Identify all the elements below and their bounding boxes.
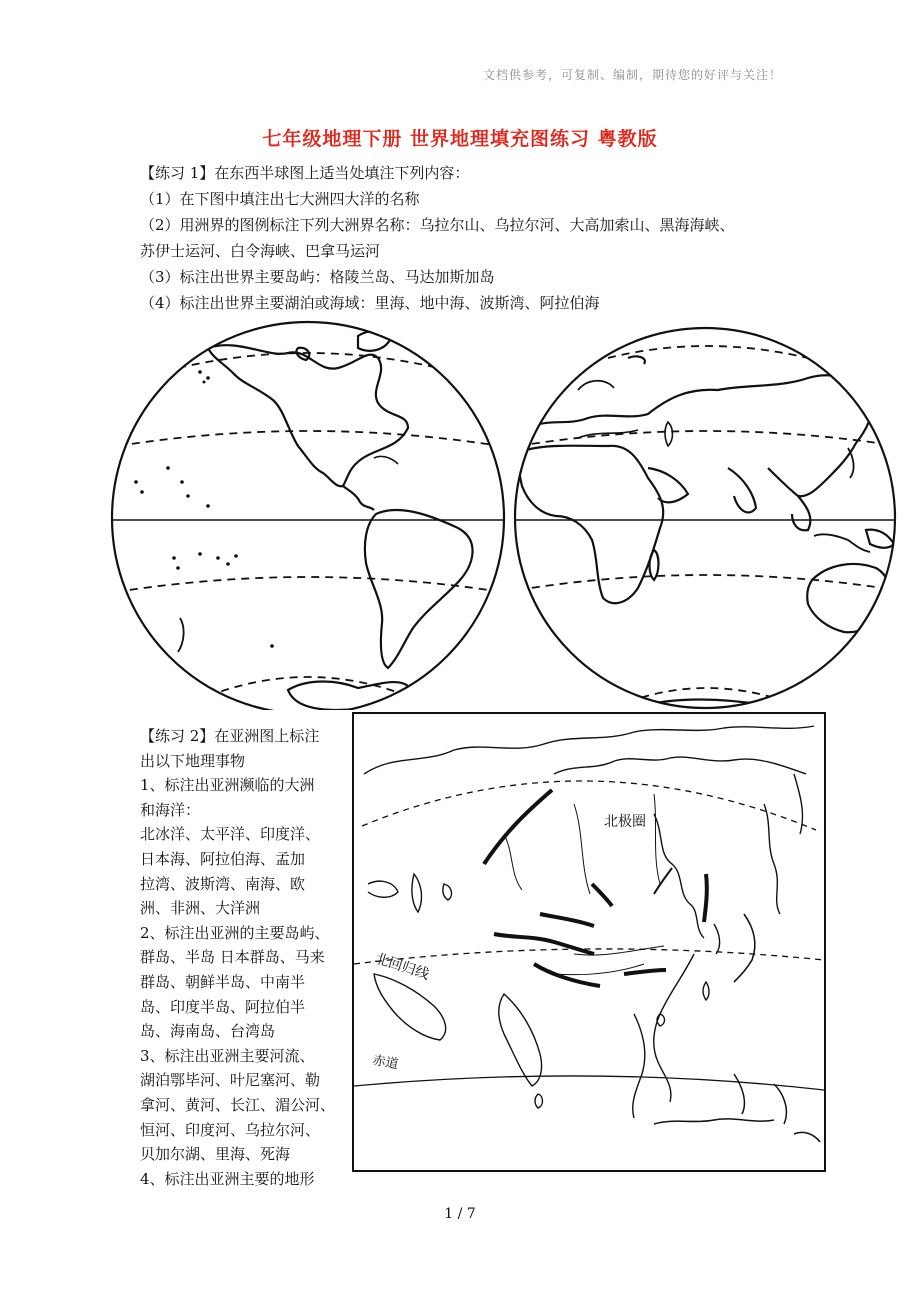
exercise2-text [140, 724, 340, 1191]
exercise2-line: 日本海、阿拉伯海、孟加 [140, 849, 306, 868]
asia-map-drawing [354, 714, 824, 1170]
exercise2-line: 群岛、半岛 日本群岛、马来 [140, 948, 325, 967]
exercise1-item: （4）标注出世界主要湖泊或海域：里海、地中海、波斯湾、阿拉伯海 [140, 294, 600, 312]
eastern-hemisphere [508, 328, 908, 710]
exercise2-line: 3、标注出亚洲主要河流、 [140, 1046, 315, 1065]
exercise2-line: 湖泊鄂毕河、叶尼塞河、勒 [140, 1071, 321, 1090]
exercise2-line: 岛、海南岛、台湾岛 [140, 1022, 276, 1041]
world-hemispheres-map [108, 318, 914, 710]
page-title: 七年级地理下册 世界地理填充图练习 粤教版 [262, 128, 658, 150]
arctic-circle-label: 北极圈 [604, 814, 646, 830]
tropic-of-cancer-label: 北回归线 [372, 950, 431, 984]
exercise2-line: 拿河、黄河、长江、湄公河、 [140, 1095, 336, 1114]
exercise1-item: 苏伊士运河、白令海峡、巴拿马运河 [140, 242, 381, 260]
equator-line [354, 1076, 824, 1090]
arctic-circle-line [362, 781, 816, 830]
exercise2-line: 1、标注出亚洲濒临的大洲 [140, 776, 315, 795]
exercise2-line: 出以下地理事物 [140, 751, 246, 770]
exercise2-line: 拉湾、波斯湾、南海、欧 [140, 874, 306, 893]
exercise2-line: 洲、非洲、大洋洲 [140, 899, 261, 918]
equator-label: 赤道 [371, 1053, 400, 1073]
exercise2-line: 恒河、印度河、乌拉尔河、 [140, 1120, 321, 1139]
western-hemisphere [108, 322, 508, 710]
exercise2-line: 岛、印度半岛、阿拉伯半 [140, 997, 306, 1016]
exercise2-line: 【练习 2】在亚洲图上标注 [140, 727, 320, 745]
exercise1-item: （2）用洲界的图例标注下列大洲界名称：乌拉尔山、乌拉尔河、大高加索山、黑海海峡、 [140, 216, 735, 234]
header-note: 文档供参考，可复制、编制，期待您的好评与关注！ [482, 68, 782, 82]
exercise2-line: 2、标注出亚洲的主要岛屿、 [140, 923, 330, 942]
exercise1-item: （3）标注出世界主要岛屿：格陵兰岛、马达加斯加岛 [140, 268, 495, 286]
exercise1-heading: 【练习 1】在东西半球图上适当处填注下列内容： [140, 164, 470, 182]
exercise2-line: 贝加尔湖、里海、死海 [140, 1145, 291, 1164]
exercise2-line: 北冰洋、太平洋、印度洋、 [140, 825, 321, 844]
exercise2-line: 4、标注出亚洲主要的地形 [140, 1169, 315, 1188]
exercise1-text [140, 160, 800, 316]
exercise2-line: 群岛、朝鲜半岛、中南半 [140, 972, 306, 991]
asia-map [352, 712, 826, 1172]
exercise1-item: （1）在下图中填注出七大洲四大洋的名称 [140, 190, 420, 208]
page-number: 1 / 7 [444, 1206, 476, 1222]
exercise2-line: 和海洋： [140, 800, 201, 819]
